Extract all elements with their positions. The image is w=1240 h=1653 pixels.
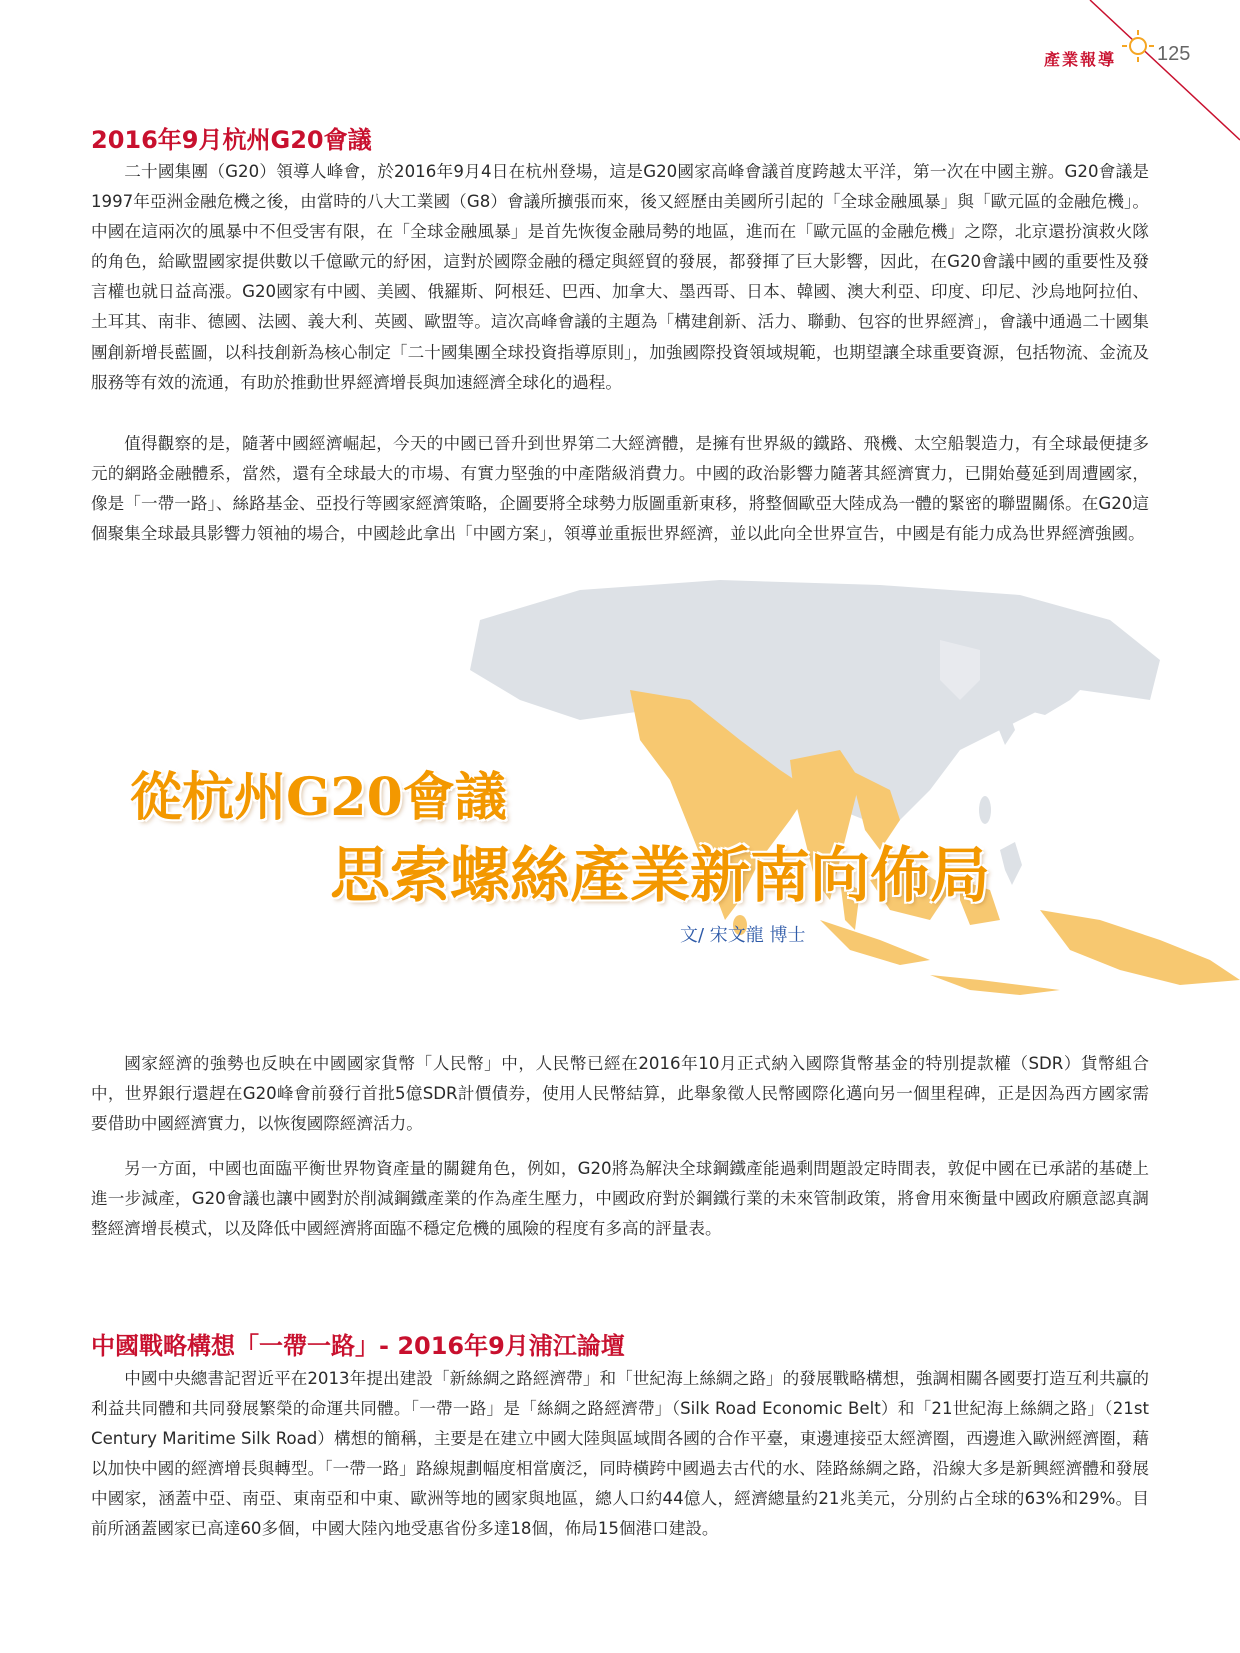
paragraph: 二十國集團（G20）領導人峰會，於2016年9月4日在杭州登場，這是G20國家高峰會議首度跨越太平洋，第一次在中國主辦。G20會議是1997年亞洲金融危機之後，由當時的八大工業國（G8）會議所擴張而來，後又經歷由美國所引起的「全球金融風暴」與「歐元區的金融危機」。中國在這兩次的風暴中不但受害有限，在「全球金融風暴」是首先恢復金融局勢的地區，進而在「歐元區的金融危機」之際，北京還扮演救火隊的角色，給歐盟國家提供數以千億歐元的紓困，這對於國際金融的穩定與經貿的發展，都發揮了巨大影響，因此，在G20會議中國的重要性及發言權也就日益高漲。G20國家有中國、美國、俄羅斯、阿根廷、巴西、加拿大、墨西哥、日本、韓國、澳大利亞、印度、印尼、沙烏地阿拉伯、土耳其、南非、德國、法國、義大利、英國、歐盟等。這次高峰會議的主題為「構建創新、活力、聯動、包容的世界經濟」，會議中通過二十國集團創新增長藍圖，以科技創新為核心制定「二十國集團全球投資指導原則」，加強國際投資領域規範，也期望讓全球重要資源，包括物流、金流及服務等有效的流通，有助於推動世界經濟增長與加速經濟全球化的過程。 <box>91 162 1149 392</box>
page-number: 125 <box>1157 43 1191 65</box>
paragraph: 國家經濟的強勢也反映在中國國家貨幣「人民幣」中，人民幣已經在2016年10月正式納入國際貨幣基金的特別提款權（SDR）貨幣組合中，世界銀行還趕在G20峰會前發行首批5億SDR計價債券，使用人民幣結算，此舉象徵人民幣國際化邁向另一個里程碑，正是因為西方國家需要借助中國經濟實力，以恢復國際經濟活力。 <box>91 1054 1149 1134</box>
section-label: 產業報導 <box>1044 50 1117 69</box>
paragraph: 值得觀察的是，隨著中國經濟崛起，今天的中國已晉升到世界第二大經濟體，是擁有世界級的鐵路、飛機、太空船製造力，有全球最便捷多元的網路金融體系，當然，還有全球最大的市場、有實力堅強的中產階級消費力。中國的政治影響力隨著其經濟實力，已開始蔓延到周遭國家，像是「一帶一路」、絲路基金、亞投行等國家經濟策略，企圖要將全球勢力版圖重新東移，將整個歐亞大陸成為一體的緊密的聯盟關係。在G20這個聚集全球最具影響力領袖的場合，中國趁此拿出「中國方案」，領導並重振世界經濟，並以此向全世界宣告，中國是有能力成為世界經濟強國。 <box>91 434 1149 544</box>
author-byline: 文/ 宋文龍 博士 <box>680 925 806 946</box>
article-title-line1: 從杭州G20會議 <box>130 767 507 828</box>
asia-map-illustration <box>460 580 1240 1040</box>
paragraph: 中國中央總書記習近平在2013年提出建設「新絲綢之路經濟帶」和「世紀海上絲綢之路」的發展戰略構想，強調相關各國要打造互利共贏的利益共同體和共同發展繁榮的命運共同體。「一帶一路」是「絲綢之路經濟帶」（Silk Road Economic Belt）和「21世紀海上絲綢之路」（21st Century Maritime Silk Road）構想的簡稱，主要是在建立中國大陸與區域間各國的合作平臺，東邊連接亞太經濟圈，西邊進入歐洲經濟圈，藉以加快中國的經濟增長與轉型。「一帶一路」路線規劃幅度相當廣泛，同時橫跨中國過去古代的水、陸路絲綢之路，沿線大多是新興經濟體和發展中國家，涵蓋中亞、南亞、東南亞和中東、歐洲等地的國家與地區，總人口約44億人，經濟總量約21兆美元，分別約占全球的63%和29%。目前所涵蓋國家已高達60多個，中國大陸內地受惠省份多達18個，佈局15個港口建設。 <box>91 1369 1149 1539</box>
section-heading-belt-road: 中國戰略構想「一帶一路」- 2016年9月浦江論壇 <box>91 1332 625 1360</box>
section-heading-g20: 2016年9月杭州G20會議 <box>91 126 372 154</box>
article-title-line2: 思索螺絲產業新南向佈局 <box>330 841 990 911</box>
paragraph: 另一方面，中國也面臨平衡世界物資產量的關鍵角色，例如，G20將為解決全球鋼鐵產能過剩問題設定時間表，敦促中國在已承諾的基礎上進一步減產，G20會議也讓中國對於削減鋼鐵產業的作為產生壓力，中國政府對於鋼鐵行業的未來管制政策，將會用來衡量中國政府願意認真調整經濟增長模式，以及降低中國經濟將面臨不穩定危機的風險的程度有多高的評量表。 <box>91 1159 1149 1239</box>
